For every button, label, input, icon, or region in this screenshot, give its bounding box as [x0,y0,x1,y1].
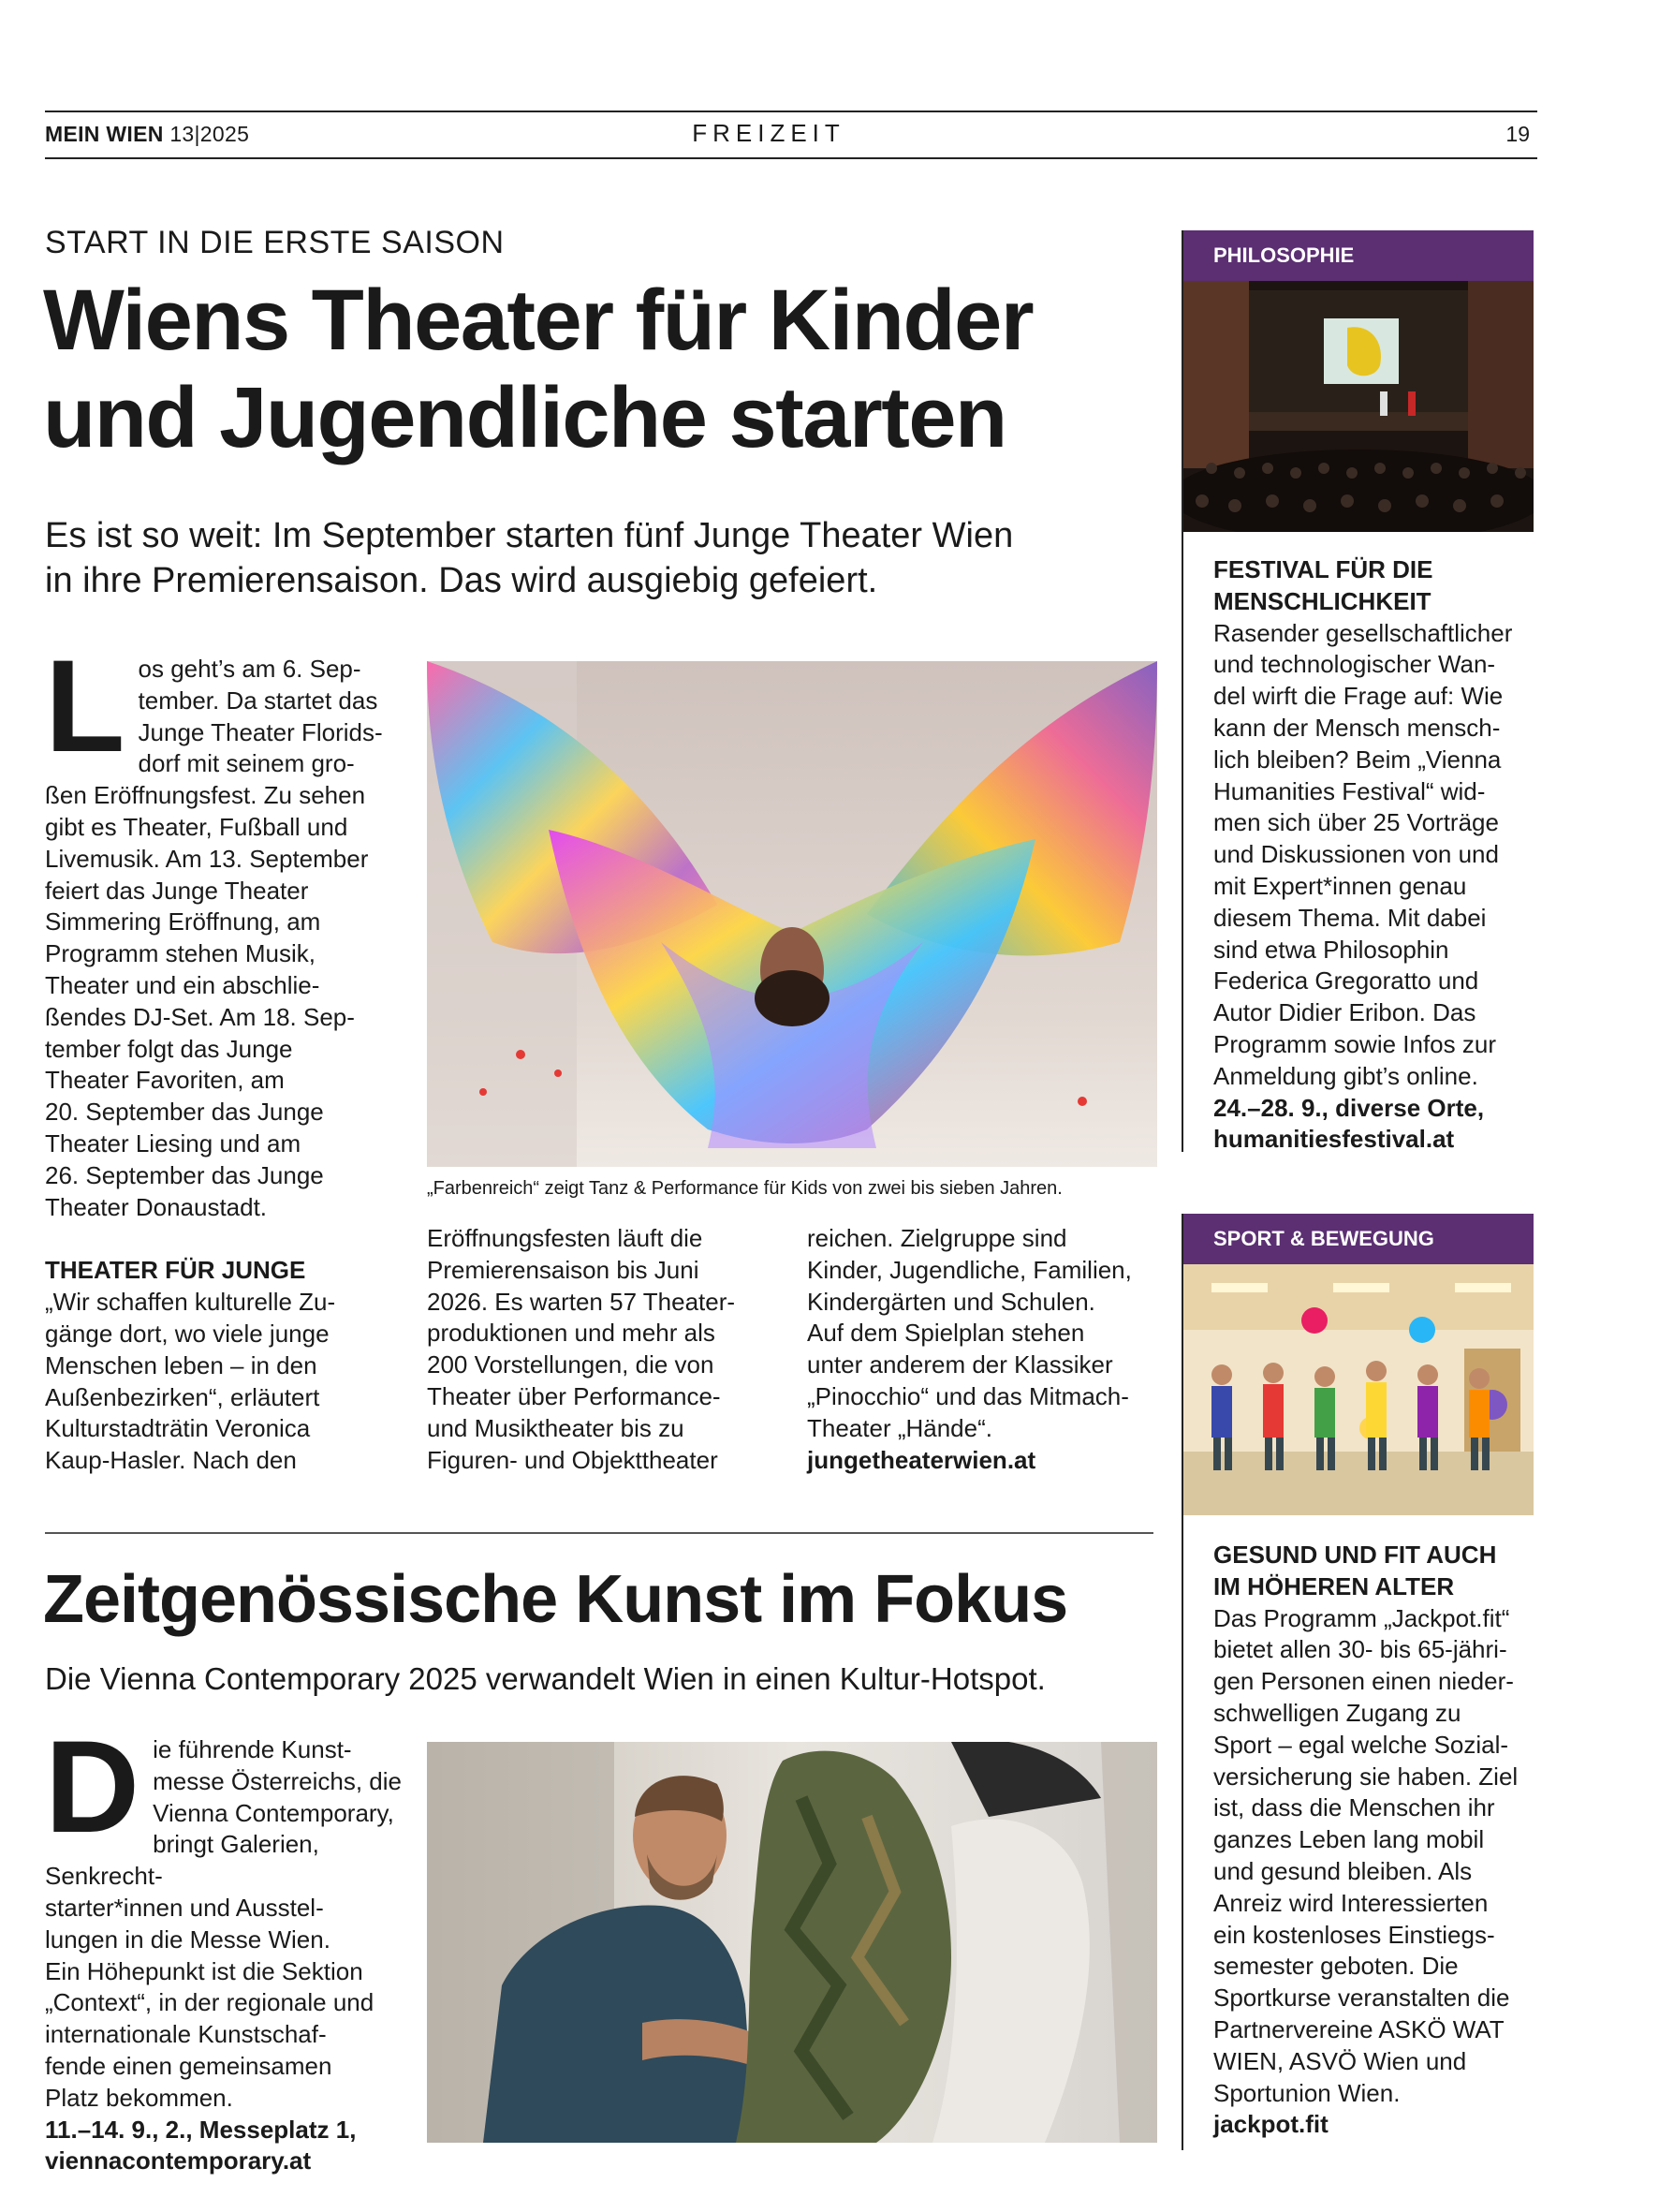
sidebar1-link[interactable]: humanitiesfestival.at [1213,1125,1455,1154]
article1-headline [43,272,1167,466]
text-line: produktionen und mehr als [427,1319,715,1348]
article2-link[interactable]: viennacontemporary.at [45,2146,312,2175]
text-line: 200 Vorstellungen, die von [427,1350,714,1379]
text-line: Anmeldung gibt’s online. [1213,1061,1478,1090]
sidebar2-tag: SPORT & BEWEGUNG [1183,1214,1534,1264]
text-line: und technologischer Wan- [1213,650,1496,679]
sidebar1-title: FESTIVAL FÜR DIE [1213,555,1433,583]
sidebar2-title: IM HÖHEREN ALTER [1213,1571,1455,1600]
text-line: ie führende Kunst- [153,1735,352,1763]
article1-column-2 [427,1223,783,1476]
text-line: dorf mit seinem gro- [138,749,355,778]
text-line: Rasender gesellschaftlicher [1213,618,1513,647]
text-line: Federica Gregoratto und [1213,966,1479,995]
column-text [45,1287,401,1477]
article1-link[interactable]: jungetheaterwien.at [807,1445,1036,1474]
text-line: Junge Theater Florids- [138,717,383,746]
text-line: os geht’s am 6. Sep- [138,655,361,683]
lead-line: Es ist so weit: Im September starten fünf Junge Theater Wien [45,516,1014,555]
text-line: versicherung sie haben. Ziel [1213,1762,1519,1791]
text-line: Außenbezirken“, erläutert [45,1382,320,1411]
article1-photo [427,661,1157,1167]
sidebar2-text [1213,1540,1534,2141]
section-title: FREIZEIT [692,119,845,147]
column-text [807,1223,1163,1445]
art-fair-photo-illustration [427,1742,1157,2143]
text-line: Eröffnungsfesten läuft die [427,1224,703,1252]
text-line: Sportkurse veranstalten die [1213,1983,1510,2013]
text-line: Autor Didier Eribon. Das [1213,998,1476,1027]
text-line: tember. Da startet das [138,686,378,715]
text-line: ßen Eröffnungsfest. Zu sehen [45,781,366,810]
text-line: ist, dass die Menschen ihr [1213,1793,1495,1822]
text-line: Premierensaison bis Juni [427,1255,699,1284]
text-line: Theater Liesing und am [45,1128,301,1158]
text-line: gänge dort, wo viele junge [45,1319,330,1348]
sidebar2-photo [1183,1264,1534,1515]
sidebar1-text [1213,554,1534,1156]
text-line: „Wir schaffen kulturelle Zu- [45,1288,336,1317]
text-line: del wirft die Frage auf: Wie [1213,682,1504,711]
text-line: Ein Höhepunkt ist die Sektion [45,1956,363,1985]
text-line: 2026. Es warten 57 Theater- [427,1287,736,1316]
text-line: Das Programm „Jackpot.fit“ [1213,1603,1510,1632]
text-line: Platz bekommen. [45,2083,233,2112]
headline-line: Wiens Theater für Kinder [43,273,1034,368]
text-line: sind etwa Philosophin [1213,935,1449,964]
text-line: Figuren- und Objekttheater [427,1445,718,1474]
text-line: Simmering Eröffnung, am [45,907,321,936]
dropcap: L [45,632,125,779]
text-line: gen Personen einen nieder- [1213,1667,1514,1696]
sidebar2-title: GESUND UND FIT AUCH [1213,1541,1497,1569]
publication-title: MEIN WIEN [45,122,164,146]
section-divider [45,1532,1153,1534]
article2-photo [427,1742,1157,2143]
text-line: lich bleiben? Beim „Vienna [1213,745,1502,774]
text-line: „Context“, in der regionale und [45,1988,374,2017]
theater-stage-photo-illustration [1183,281,1534,532]
text-line: und gesund bleiben. Als [1213,1856,1473,1885]
article1-kicker: START IN DIE ERSTE SAISON [45,225,505,260]
article2-headline: Zeitgenössische Kunst im Fokus [43,1562,1068,1637]
text-line: Kinder, Jugendliche, Familien, [807,1255,1132,1284]
issue-number: 13|2025 [169,122,250,146]
text-line: Menschen leben – in den [45,1350,317,1379]
text-line: ein kostenloses Einstiegs- [1213,1920,1495,1949]
text-line: unter anderem der Klassiker [807,1350,1113,1379]
text-line: diesem Thema. Mit dabei [1213,903,1487,932]
article2-info-line: 11.–14. 9., 2., Messeplatz 1, [45,2115,357,2144]
text-line: semester geboten. Die [1213,1952,1459,1981]
text-line: Kaup-Hasler. Nach den [45,1446,297,1475]
text-line: feiert das Junge Theater [45,876,309,905]
article1-lead [45,513,1122,603]
text-line: Partnervereine ASKÖ WAT [1213,2014,1505,2043]
text-line: schwelligen Zugang zu [1213,1698,1461,1727]
text-line: „Pinocchio“ und das Mitmach- [807,1381,1129,1410]
page-number: 19 [1505,122,1530,146]
text-line: Theater Donaustadt. [45,1192,268,1221]
text-line: Humanities Festival“ wid- [1213,776,1486,805]
dropcap: D [45,1713,140,1860]
dancer-photo-illustration [427,661,1157,1167]
text-line: Kindergärten und Schulen. [807,1287,1095,1316]
text-line: und Musiktheater bis zu [427,1413,684,1442]
sidebar2-link[interactable]: jackpot.fit [1213,2110,1329,2139]
text-line: Vienna Contemporary, [153,1798,394,1827]
sidebar1-tag: PHILOSOPHIE [1183,230,1534,281]
article2-column [45,1713,419,2177]
article1-column-1 [45,632,401,1477]
text-line: reichen. Zielgruppe sind [807,1224,1067,1252]
text-line: ßendes DJ-Set. Am 18. Sep- [45,1002,355,1031]
text-line: fende einen gemeinsamen [45,2051,332,2080]
text-line: Sportunion Wien. [1213,2078,1401,2107]
text-line: bietet allen 30- bis 65-jähri- [1213,1635,1507,1664]
text-line: ganzes Leben lang mobil [1213,1825,1485,1854]
text-line: Theater „Hände“. [807,1413,992,1442]
text-line: mit Expert*innen genau [1213,871,1467,900]
text-line: Theater über Performance- [427,1381,721,1410]
text-line: Programm stehen Musik, [45,939,316,968]
text-line: lungen in die Messe Wien. [45,1924,330,1954]
text-line: und Diskussionen von und [1213,840,1499,869]
article1-photo-caption: „Farbenreich“ zeigt Tanz & Performance für Kids von zwei bis sieben Jahren. [427,1178,1063,1199]
text-line: Sport – egal welche Sozial- [1213,1730,1509,1759]
text-line: gibt es Theater, Fußball und [45,812,348,841]
text-line: starter*innen und Ausstel- [45,1893,324,1922]
text-line: Theater Favoriten, am [45,1066,285,1095]
text-line: Theater und ein abschlie- [45,970,320,999]
text-line: Kulturstadträtin Veronica [45,1414,311,1443]
text-line: messe Österreichs, die [153,1766,402,1795]
sidebar2-body [1213,1603,1534,2110]
text-line: kann der Mensch mensch- [1213,713,1501,742]
header-top-rule [45,111,1537,112]
text-line: internationale Kunstschaf- [45,2020,327,2049]
text-line: Anreiz wird Interessierten [1213,1888,1489,1917]
text-line: 26. September das Junge [45,1160,324,1189]
text-line: WIEN, ASVÖ Wien und [1213,2046,1467,2075]
lead-line: in ihre Premierensaison. Das wird ausgiebig gefeiert. [45,561,878,600]
text-line: Programm sowie Infos zur [1213,1029,1496,1058]
article2-lead: Die Vienna Contemporary 2025 verwandelt Wien in einen Kultur-Hotspot. [45,1661,1046,1696]
sidebar1-title: MENSCHLICHKEIT [1213,586,1431,615]
headline-line: und Jugendliche starten [43,370,1006,465]
text-line: tember folgt das Junge [45,1034,293,1063]
text-line: Auf dem Spielplan stehen [807,1319,1085,1348]
text-line: men sich über 25 Vorträge [1213,808,1499,837]
gym-class-photo-illustration [1183,1264,1534,1515]
text-line: bringt Galerien, Senkrecht- [45,1830,319,1891]
sidebar1-photo [1183,281,1534,532]
sidebar1-body [1213,618,1534,1093]
article1-column-3 [807,1223,1163,1476]
header-bottom-rule [45,157,1537,159]
sidebar1-info-line: 24.–28. 9., diverse Orte, [1213,1093,1485,1122]
article1-subhead: THEATER FÜR JUNGE [45,1256,306,1285]
text-line: Livemusik. Am 13. September [45,844,369,873]
text-line: 20. September das Junge [45,1098,324,1127]
